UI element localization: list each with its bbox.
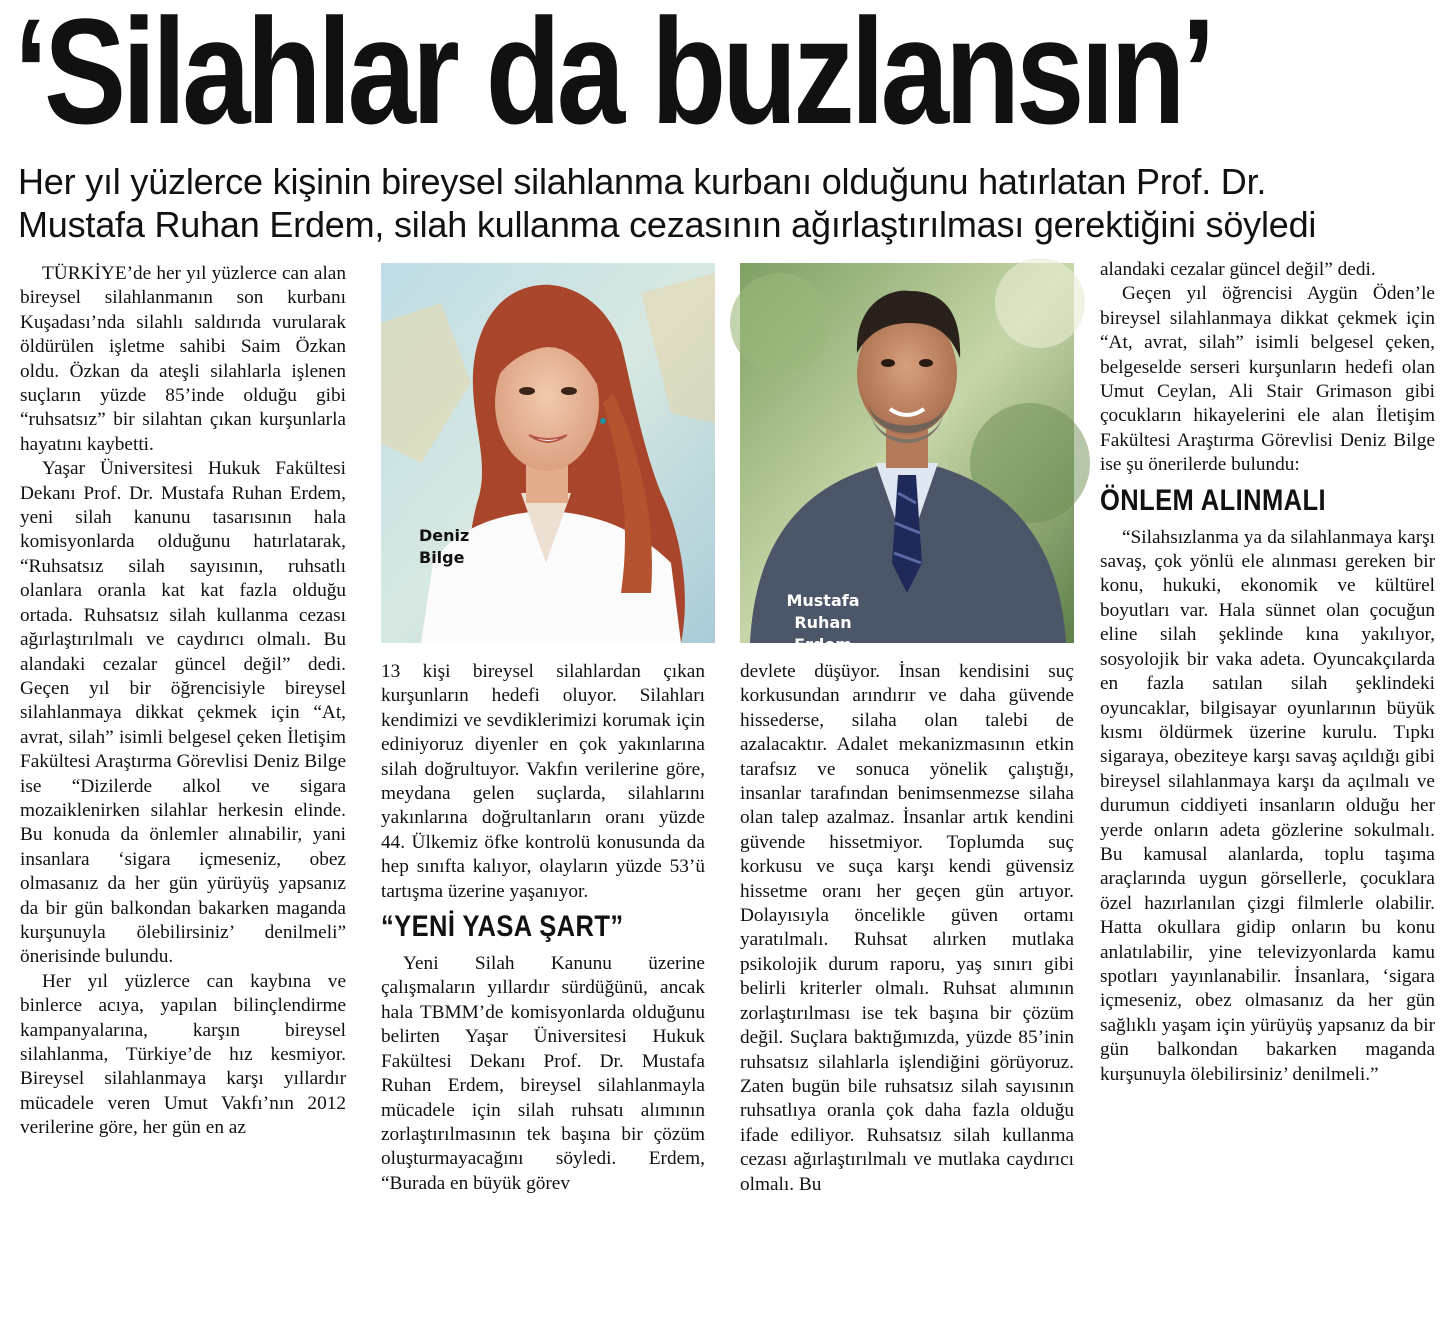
- article-column-1: [20, 262, 346, 1141]
- photo-caption-right: [758, 590, 888, 656]
- caption-left-line-1: Deniz: [419, 526, 470, 545]
- headline: ‘Silahlar da buzlansın’: [14, 0, 1212, 155]
- deck-line-1: Her yıl yüzlerce kişinin bireysel silahlanma kurbanı olduğunu hatırlatan Prof. Dr.: [18, 161, 1267, 202]
- col2-paragraph-1: 13 kişi bireysel silahlardan çıkan kurşunların hedefi oluyor. Silahları kendimizi ve sevdiklerimizi korumak için ediniyoruz diyenler en çok yakınlarına silah doğrultuyor. Vakfın verilerine göre, meydana gelen suçlarda, silahlarını yakınlarına doğrultanların oranı yüzde 44. Ülkemiz öfke kontrolü konusunda da hep sınıfta kalıyor, olayların yüzde 53’ü tartışma üzerine yaşanıyor.: [381, 661, 705, 902]
- col4-paragraph-2: Geçen yıl öğrencisi Aygün Öden’le bireysel silahlanmaya dikkat çekmek için “At, avrat, silah” isimli belgesel çeken, belgeselde serseri kurşunların hedefi olan Umut Ceylan, Ali Stair Grimason gibi çocukların hikayelerini ele alan İletişim Fakültesi Araştırma Görevlisi Deniz Bilge ise şu önerilerde bulundu:: [1100, 283, 1435, 476]
- col3-paragraph-1: devlete düşüyor. İnsan kendisini suç korkusundan arındırır ve daha güvende hissederse, silaha olan talebi de azalacaktır. Adalet mekanizmasının etkin tarafsız ve sonuca yönelik çalıştığı, insanlar tarafından benimsenmezse silaha olan talep azalmaz. İnsanlar artık kendini güvende hissetmiyor. Toplumda suç korkusu ve suça karşı kendi güvensiz hissetme oranı her geçen gün artıyor. Dolayısıyla öncelikle güven ortamı yaratılmalı. Ruhsat alırken mutlaka psikolojik durum raporu, yaş sınırı gibi belirli kriterler olmalı. Ruhsat alımının zorlaştırılması ise tek başına bir çözüm değil. Suçlara baktığımızda, yüzde 85’inin ruhsatsız silahlarla işlendiğini görüyoruz. Zaten bugün bile ruhsatsız silah sayısının ruhsatlıya oranla çok daha fazla olduğu ifade ediliyor. Ruhsatsız silah kullanma cezası ağırlaştırılmalı ve mutlaka caydırıcı olmalı. Bu: [740, 661, 1074, 1195]
- photo-deniz-bilge: [381, 263, 715, 643]
- photo-caption-left: [419, 525, 469, 569]
- portrait-woman-image: [381, 263, 715, 643]
- deck: [18, 160, 1443, 246]
- article-column-2: [381, 660, 705, 1196]
- article-column-4: [1100, 258, 1435, 1087]
- col2-paragraph-2: Yeni Silah Kanunu üzerine çalışmaların yıllardır sürdüğünü, ancak hala TBMM’de komisyonlarda olduğunu belirten Yaşar Üniversitesi Hukuk Fakültesi Dekanı Prof. Dr. Mustafa Ruhan Erdem, bireysel silahlanmayla mücadele için silah ruhsatı alımının zorlaştırılmasının tek başına bir çözüm oluşturmayacağını söyledi. Erdem, “Burada en büyük görev: [381, 953, 705, 1194]
- col1-paragraph-2: Yaşar Üniversitesi Hukuk Fakültesi Dekanı Prof. Dr. Mustafa Ruhan Erdem, yeni silah kanunu tasarısının hala komisyonlarda olduğunu hatırlatarak, “Ruhsatsız silah sayısının, ruhsatlı olanlara oranla kat kat fazla olduğu ortada. Ruhsatsız silah kullanma cezası ağırlaştırılmalı ve caydırıcı olmalı. Bu alandaki cezalar güncel değil” dedi. Geçen yıl bir öğrencisiyle bireysel silahlanmaya dikkat çekmek için “At, avrat, silah” isimli belgesel çeken İletişim Fakültesi Araştırma Görevlisi Deniz Bilge ise “Dizilerde alkol ve sigara mozaiklenirken silahlar herkesin elinde. Bu konuda da önlemler alınabilir, yani insanlara ‘sigara içmeseniz, obez olmasanız da her gün yürüyüş yapsanız da bir gün balkondan bakarken maganda kurşunuyla ölebilirsiniz’ denilmeli” önerisinde bulundu.: [20, 458, 346, 968]
- photo-mustafa-ruhan-erdem: [740, 263, 1074, 654]
- col1-paragraph-3: Her yıl yüzlerce can kaybına ve binlerce acıya, yapılan bilinçlendirme kampanyalarına, karşın bireysel silahlanma, Türkiye’de hız kesmiyor. Bireysel silahlanmaya karşı yıllardır mücadele veren Umut Vakfı’nın 2012 verilerine göre, her gün en az: [20, 970, 346, 1139]
- col4-paragraph-1: alandaki cezalar güncel değil” dedi.: [1100, 259, 1376, 280]
- subhead-yeni-yasa-sart: “YENİ YASA ŞART”: [381, 910, 624, 944]
- subhead-onlem-alinmali: ÖNLEM ALINMALI: [1100, 483, 1326, 517]
- portrait-man-image: [740, 263, 1074, 643]
- caption-left-line-2: Bilge: [419, 548, 465, 567]
- deck-line-2: Mustafa Ruhan Erdem, silah kullanma cezasının ağırlaştırılması gerektiğini söyledi: [18, 204, 1317, 245]
- col1-paragraph-1: TÜRKİYE’de her yıl yüzlerce can alan bireysel silahlanmanın son kurbanı Kuşadası’nda silahlı saldırıda vurularak öldürülen işletme sahibi Saim Özkan oldu. Özkan da ateşli silahlarla işlenen suçların yüzde 85’inde olduğu gibi “ruhsatsız” bir silahtan çıkan kurşunlarla hayatını kaybetti.: [20, 263, 346, 455]
- caption-right-line-1: Mustafa Ruhan: [786, 591, 860, 632]
- article-column-3: [740, 660, 1074, 1197]
- caption-right-line-2: Erdem: [794, 635, 852, 654]
- col4-paragraph-3: “Silahsızlanma ya da silahlanmaya karşı savaş, çok yönlü ele alınması gereken bir konu, hukuki, ekonomik ve kültürel boyutları var. Hala sünnet olan çocuğun eline silah şeklinde kına yakılıyor, sosyolojik bir vaka adeta. Oyuncakçılarda en fazla satılan silah şeklindeki oyuncaklar, bilgisayar oyunlarının büyük kısmı öldürmek üzerine kurulu. Tıpkı sigaraya, obeziteye karşı savaş açıldığı gibi bireysel silahlanmaya karşı da açılmalı ve durumun ciddiyeti insanların olduğu her yerde onların adeta gözlerine sokulmalı. Bu kamusal alanlarda, toplu taşıma araçlarında uygun görsellerle, çocuklara özel hazırlanılan çizgi filmlerle olabilir. Hatta okullara gidip onların bu konu anlatılabilir, yine televizyonlarda kamu spotları yayınlanabilir. İnsanlara, ‘sigara içmeseniz, obez olmasanız da her gün sağlıklı yaşam için yürüyüş yapsanız da bir gün balkondan bakarken maganda kurşunuyla ölebilirsiniz’ denilmeli.”: [1100, 526, 1435, 1085]
